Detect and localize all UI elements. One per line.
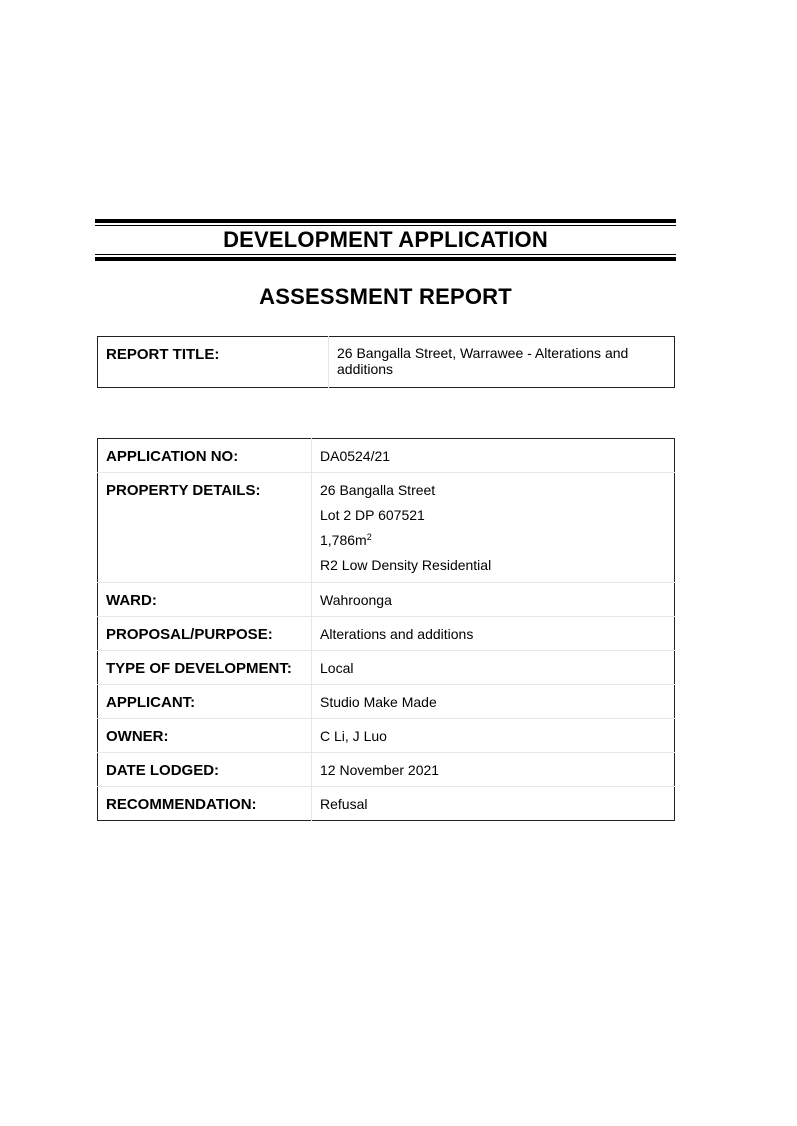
applicant-label: APPLICANT: (98, 685, 312, 719)
property-area-value: 1,786m (320, 532, 367, 548)
property-details-value (312, 473, 675, 583)
property-street: 26 Bangalla Street (320, 482, 436, 498)
table-row (98, 583, 675, 617)
document-title: DEVELOPMENT APPLICATION (223, 227, 548, 252)
table-row (98, 473, 675, 583)
table-row (98, 685, 675, 719)
ward-label: WARD: (98, 583, 312, 617)
top-rule-thin (95, 225, 676, 226)
table-row (98, 617, 675, 651)
bottom-rule-thick (95, 257, 676, 261)
type-label: TYPE OF DEVELOPMENT: (98, 651, 312, 685)
application-no-value: DA0524/21 (320, 448, 391, 464)
table-row (98, 651, 675, 685)
table-row (98, 719, 675, 753)
property-area-unit-power: 2 (366, 532, 372, 542)
details-table (97, 438, 675, 821)
date-lodged-value: 12 November 2021 (312, 753, 675, 787)
proposal-label: PROPOSAL/PURPOSE: (98, 617, 312, 651)
applicant-value: Studio Make Made (312, 685, 675, 719)
property-area (320, 532, 666, 557)
type-value: Local (312, 651, 675, 685)
ward-value: Wahroonga (312, 583, 675, 617)
recommendation-label: RECOMMENDATION: (98, 787, 312, 821)
report-title-row (98, 337, 675, 388)
property-details-label: PROPERTY DETAILS: (98, 473, 312, 583)
owner-value: C Li, J Luo (312, 719, 675, 753)
recommendation-value: Refusal (312, 787, 675, 821)
document-subtitle: ASSESSMENT REPORT (259, 284, 512, 309)
table-row (98, 787, 675, 821)
report-title-value: 26 Bangalla Street, Warrawee - Alterations and additions (337, 345, 629, 377)
proposal-value: Alterations and additions (312, 617, 675, 651)
date-lodged-label: DATE LODGED: (98, 753, 312, 787)
bottom-rule-thin (95, 254, 676, 255)
top-rule-thick (95, 219, 676, 223)
property-lot: Lot 2 DP 607521 (320, 507, 425, 523)
application-no-label: APPLICATION NO: (98, 439, 312, 473)
property-zoning: R2 Low Density Residential (320, 557, 492, 573)
owner-label: OWNER: (98, 719, 312, 753)
table-row (98, 439, 675, 473)
report-title-label: REPORT TITLE: (98, 337, 329, 388)
table-row (98, 753, 675, 787)
report-title-table (97, 336, 675, 388)
